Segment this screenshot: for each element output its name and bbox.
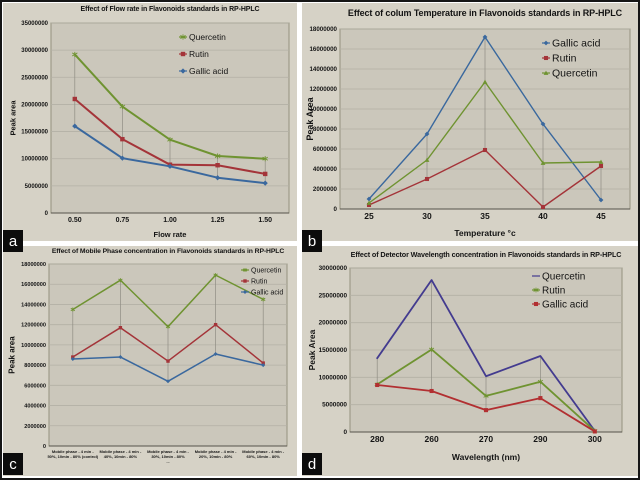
svg-text:8000000: 8000000 xyxy=(312,126,337,133)
svg-text:35000000: 35000000 xyxy=(21,21,48,27)
svg-text:280: 280 xyxy=(370,434,385,444)
chart-d-title: Effect of Detector Wavelength concentration in Flavonoids standards in RP-HPLC xyxy=(350,250,622,259)
svg-text:260: 260 xyxy=(424,434,439,444)
svg-text:270: 270 xyxy=(478,434,494,444)
svg-text:2000000: 2000000 xyxy=(312,186,337,193)
chart-a-title: Effect of Flow rate in Flavonoids standards in RP-HPLC xyxy=(80,6,260,13)
svg-text:Mobile phase - 4 min -60%, 10m: Mobile phase - 4 min -60%, 10min - 80% xyxy=(242,449,285,459)
svg-text:Rutin: Rutin xyxy=(552,52,577,65)
svg-text:Quercetin: Quercetin xyxy=(542,271,586,283)
svg-text:Mobile phase - 4 min -30%, 10m: Mobile phase - 4 min -30%, 10min - 80% ... xyxy=(147,449,189,464)
svg-text:0: 0 xyxy=(44,211,48,217)
svg-text:16000000: 16000000 xyxy=(309,46,337,53)
svg-text:Rutin: Rutin xyxy=(542,285,566,297)
svg-text:10000000: 10000000 xyxy=(318,374,347,382)
chart-d-x-axis-title: Wavelength (nm) xyxy=(451,452,521,462)
svg-text:5000000: 5000000 xyxy=(322,401,347,409)
svg-text:8000000: 8000000 xyxy=(24,363,46,370)
panel-a-flow-rate-chart xyxy=(3,3,297,250)
svg-text:Rutin: Rutin xyxy=(189,48,209,59)
svg-text:30000000: 30000000 xyxy=(21,48,48,55)
chart-b-title: Effect of colum Temperature in Flavonoids standards in RP-HPLC xyxy=(347,8,623,18)
chart-b-x-axis-title: Temperature °c xyxy=(454,228,516,238)
chart-a-x-axis-title: Flow rate xyxy=(153,230,187,239)
chart-c-canvas xyxy=(3,246,297,475)
x-tick-labels xyxy=(370,434,602,444)
chart-d-y-axis-title: Peak Area xyxy=(307,329,317,371)
svg-text:40: 40 xyxy=(538,211,548,221)
svg-text:35: 35 xyxy=(480,211,490,221)
x-tick-labels xyxy=(47,449,284,464)
svg-text:2000000: 2000000 xyxy=(24,423,46,430)
svg-text:20000000: 20000000 xyxy=(21,102,48,109)
chart-b-y-axis-title: Peak Area xyxy=(305,97,315,141)
svg-text:300: 300 xyxy=(587,434,602,444)
x-tick-labels xyxy=(68,217,272,224)
chart-d-canvas xyxy=(302,246,638,475)
panel-b-temperature-chart xyxy=(302,3,638,250)
plot-area xyxy=(51,23,289,213)
svg-text:30000000: 30000000 xyxy=(318,265,347,272)
chart-a-y-axis-title: Peak area xyxy=(8,100,18,136)
svg-text:Mobile phase - 4 min -20%, 10m: Mobile phase - 4 min -20%, 10min - 80% xyxy=(194,449,237,459)
svg-text:15000000: 15000000 xyxy=(318,347,347,354)
svg-text:Gallic acid: Gallic acid xyxy=(189,65,229,76)
svg-text:290: 290 xyxy=(533,434,548,444)
svg-text:10000000: 10000000 xyxy=(21,342,46,349)
svg-text:Rutin: Rutin xyxy=(251,278,268,286)
panel-b-letter-badge: b xyxy=(302,230,322,252)
panel-d-wavelength-chart xyxy=(302,246,638,476)
svg-text:14000000: 14000000 xyxy=(21,302,46,309)
chart-c-y-axis-title: Peak area xyxy=(7,336,17,374)
svg-text:1.25: 1.25 xyxy=(210,217,225,224)
x-tick-labels xyxy=(364,211,606,221)
svg-text:12000000: 12000000 xyxy=(21,322,46,329)
panel-c-mobile-phase-chart xyxy=(3,246,297,476)
svg-text:25000000: 25000000 xyxy=(318,292,347,300)
svg-text:6000000: 6000000 xyxy=(24,383,46,390)
chart-a-canvas xyxy=(3,3,297,241)
svg-text:Mobile phase - 4 min -40%, 10m: Mobile phase - 4 min -40%, 10min - 80% xyxy=(99,449,142,459)
chart-c-title: Effect of Mobile Phase concentration in Flavonoids standards in RP-HPLC xyxy=(51,248,285,255)
svg-text:4000000: 4000000 xyxy=(24,403,46,410)
panel-d-letter-badge: d xyxy=(302,453,322,475)
svg-text:0.50: 0.50 xyxy=(67,217,82,224)
panel-a-letter-badge: a xyxy=(3,230,23,252)
svg-text:0: 0 xyxy=(343,429,347,436)
svg-text:0: 0 xyxy=(42,444,46,450)
svg-text:16000000: 16000000 xyxy=(21,282,46,289)
svg-text:6000000: 6000000 xyxy=(312,146,337,153)
svg-text:20000000: 20000000 xyxy=(318,319,347,327)
svg-text:45: 45 xyxy=(596,211,606,221)
svg-text:Quercetin: Quercetin xyxy=(189,31,226,42)
svg-text:4000000: 4000000 xyxy=(312,166,337,173)
svg-text:10000000: 10000000 xyxy=(309,106,337,113)
svg-text:18000000: 18000000 xyxy=(309,26,337,33)
svg-text:Gallic acid: Gallic acid xyxy=(251,289,284,297)
svg-text:Gallic acid: Gallic acid xyxy=(542,299,589,311)
svg-text:1.50: 1.50 xyxy=(258,217,273,224)
svg-text:5000000: 5000000 xyxy=(24,183,48,190)
svg-text:0: 0 xyxy=(333,206,337,213)
svg-text:25000000: 25000000 xyxy=(21,75,48,82)
svg-text:15000000: 15000000 xyxy=(21,129,48,136)
svg-text:25: 25 xyxy=(364,211,374,221)
svg-text:10000000: 10000000 xyxy=(21,156,48,163)
svg-text:Mobile phase - 4 min -50%, 10m: Mobile phase - 4 min -50%, 10min - 80% (control) xyxy=(47,449,99,459)
svg-text:0.75: 0.75 xyxy=(115,217,130,224)
svg-text:1.00: 1.00 xyxy=(163,217,177,224)
svg-text:12000000: 12000000 xyxy=(309,86,337,93)
svg-text:18000000: 18000000 xyxy=(21,262,46,268)
svg-text:30: 30 xyxy=(422,211,432,221)
panel-c-letter-badge: c xyxy=(3,453,23,475)
svg-text:14000000: 14000000 xyxy=(309,66,337,73)
chart-b-canvas xyxy=(302,3,638,241)
svg-text:Gallic acid: Gallic acid xyxy=(552,37,601,50)
svg-text:Quercetin: Quercetin xyxy=(251,267,282,275)
svg-text:Quercetin: Quercetin xyxy=(552,67,598,80)
